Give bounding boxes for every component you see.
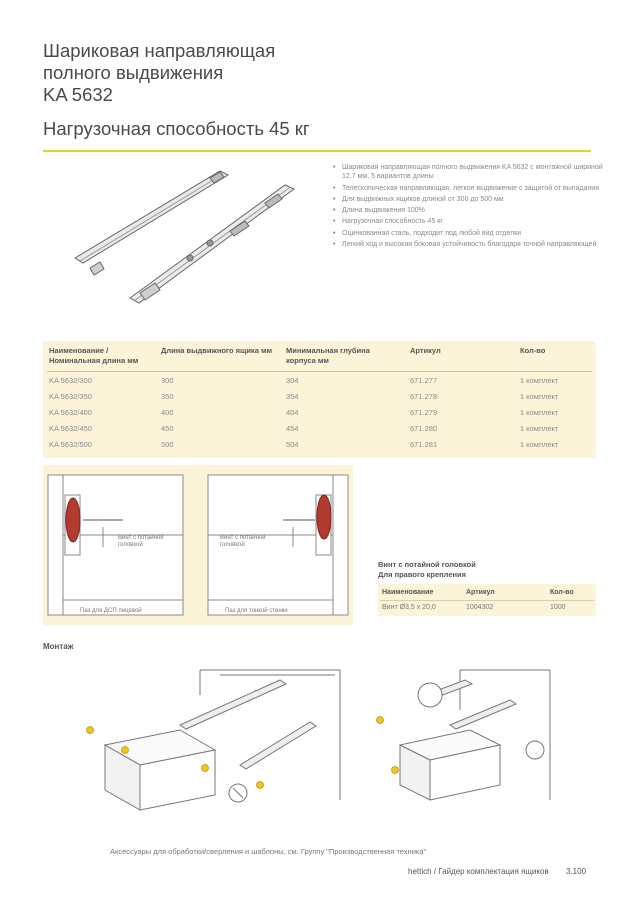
feature-item: • Длина выдвижения 100%	[333, 206, 608, 215]
table-cell: KA 5632/300	[49, 376, 92, 385]
table-cell: 404	[286, 408, 299, 417]
montage-illustration	[80, 650, 600, 835]
table-cell: 354	[286, 392, 299, 401]
table-cell: 671.280	[410, 424, 438, 433]
table-cell: 671.278	[410, 392, 438, 401]
table-cell: 350	[161, 392, 174, 401]
screws-cell-name: Винт Ø3,5 x 20,0	[382, 604, 436, 611]
diagram-label-left-top: Винт с потайной головкой	[118, 535, 164, 548]
feature-item: • Легкий ход и высокая боковая устойчивость благодаря точной направляющей	[333, 240, 608, 249]
feature-item: • Для выдвижных ящиков длиной от 300 до 500 мм	[333, 195, 608, 204]
table-cell: 671.281	[410, 440, 438, 449]
screws-header-article: Артикул	[466, 589, 495, 596]
table-cell: 1 комплект	[520, 440, 559, 449]
diagram-label-left-bottom: Паз для ДСП лицевой	[80, 608, 142, 614]
screws-title-line-2: Для правого крепления	[378, 570, 467, 579]
table-cell: KA 5632/500	[49, 440, 92, 449]
table-cell: 300	[161, 376, 174, 385]
screws-header-name: Наименование	[382, 589, 434, 596]
page-title	[43, 40, 275, 106]
diagram-label-right-bottom: Паз для тонкой стенки	[225, 608, 288, 614]
table-cell: 304	[286, 376, 299, 385]
table-cell: 671.277	[410, 376, 438, 385]
screws-cell-qty: 1000	[550, 604, 566, 611]
page-number: 3.100	[566, 867, 587, 876]
table-cell: 671.279	[410, 408, 438, 417]
table-cell: KA 5632/350	[49, 392, 92, 401]
screws-title	[378, 560, 476, 580]
screws-title-line-1: Винт с потайной головкой	[378, 560, 476, 569]
screws-header-qty: Кол-во	[550, 589, 574, 596]
table-cell: 454	[286, 424, 299, 433]
table-cell: 504	[286, 440, 299, 449]
cross-section-diagram	[43, 465, 353, 625]
table-cell: 1 комплект	[520, 376, 559, 385]
feature-list	[333, 163, 608, 251]
screws-divider	[380, 600, 594, 601]
table-cell: KA 5632/400	[49, 408, 92, 417]
footnote: Аксессуары для обработки/сверления и шаблоны, см. Группу "Производственная техника"	[110, 847, 427, 856]
title-line-1: Шариковая направляющая	[43, 40, 276, 61]
title-line-3: KA 5632	[43, 84, 113, 105]
table-header-min-depth: Минимальная глубина корпуса мм	[286, 346, 370, 365]
diagram-label-right-top: Винт с потайной головкой	[220, 535, 266, 548]
table-cell: 500	[161, 440, 174, 449]
feature-item: • Оцинкованная сталь, подходит под любой вид отделки	[333, 229, 608, 238]
table-cell: KA 5632/450	[49, 424, 92, 433]
screws-cell-article: 1004302	[466, 604, 494, 611]
brand-line: hettich / Гайдер комплектация ящиков	[408, 867, 549, 876]
montage-heading: Монтаж	[43, 642, 74, 651]
table-header-drawer-length: Длина выдвижного ящика мм	[161, 346, 273, 355]
table-divider	[47, 371, 592, 372]
feature-item: • Шариковая направляющая полного выдвижения KA 5632 с монтажной шириной 12,7 мм, 5 вариантов длины	[333, 163, 608, 182]
table-cell: 400	[161, 408, 174, 417]
table-cell: 1 комплект	[520, 408, 559, 417]
title-line-2: полного выдвижения	[43, 62, 224, 83]
feature-item: • Нагрузочная способность 45 кг	[333, 217, 608, 226]
table-cell: 1 комплект	[520, 392, 559, 401]
product-image-rails	[70, 163, 320, 308]
table-header-qty: Кол-во	[520, 346, 546, 355]
table-cell: 450	[161, 424, 174, 433]
table-header-name: Наименование / Номинальная длина мм	[49, 346, 139, 365]
product-table	[43, 341, 596, 458]
accent-rule	[43, 150, 591, 152]
table-cell: 1 комплект	[520, 424, 559, 433]
table-header-article: Артикул	[410, 346, 441, 355]
page-subtitle: Нагрузочная способность 45 кг	[43, 118, 310, 139]
feature-item: • Телескопическая направляющая, легкое выдвижение с защитой от выпадания	[333, 184, 608, 193]
